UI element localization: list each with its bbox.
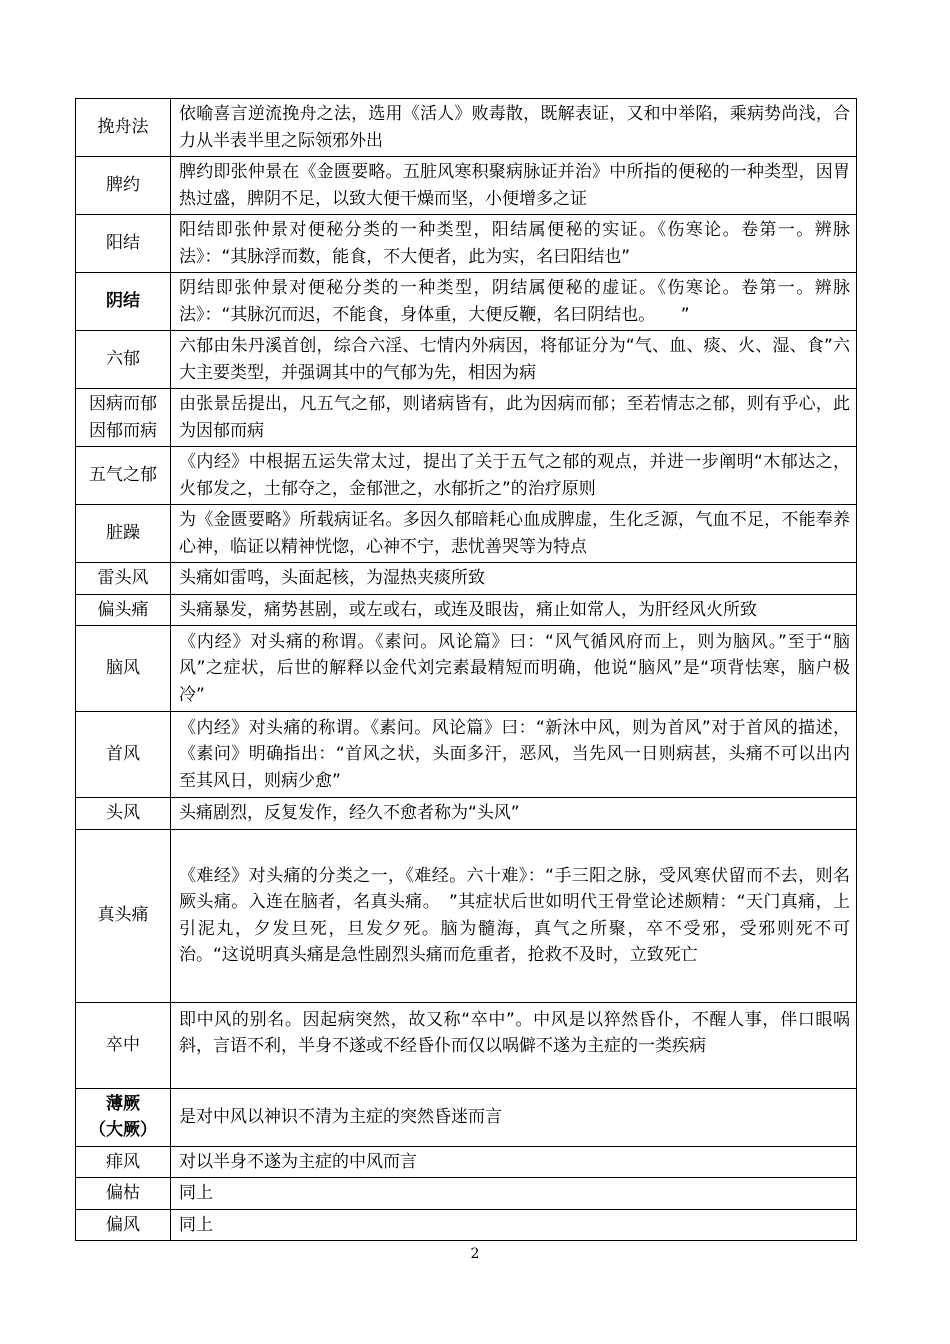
definition-cell: 依喻喜言逆流挽舟之法，选用《活人》败毒散，既解表证，又和中举陷，乘病势尚浅，合力从半表半里之际领邪外出: [171, 99, 857, 157]
terms-table-body: [76, 99, 857, 1241]
table-row: [76, 273, 857, 331]
table-row: [76, 1178, 857, 1210]
definition-cell: 对以半身不遂为主症的中风而言: [171, 1146, 857, 1178]
definition-cell: 《内经》对头痛的称谓。《素问。风论篇》曰：“风气循风府而上，则为脑风。”至于“脑风”之症状，后世的解释以金代刘完素最精短而明确，他说“脑风”是“项背怯寒，脑户极冷”: [171, 626, 857, 712]
table-row: [76, 1088, 857, 1146]
table-row: [76, 563, 857, 595]
term-cell: 薄厥 （大厥）: [76, 1088, 171, 1146]
definition-cell: 《内经》中根据五运失常太过，提出了关于五气之郁的观点，并进一步阐明“木郁达之，火郁发之，土郁夺之，金郁泄之，水郁折之”的治疗原则: [171, 447, 857, 505]
table-row: [76, 331, 857, 389]
table-row: [76, 215, 857, 273]
term-cell: 五气之郁: [76, 447, 171, 505]
definition-cell: 头痛暴发，痛势甚剧，或左或右，或连及眼齿，痛止如常人，为肝经风火所致: [171, 594, 857, 626]
table-row: [76, 1146, 857, 1178]
definition-cell: 阴结即张仲景对便秘分类的一种类型，阴结属便秘的虚证。《伤寒论。卷第一。辨脉法》：“其脉沉而迟，不能食，身体重，大便反鞭，名曰阴结也。 ”: [171, 273, 857, 331]
definition-cell: 同上: [171, 1178, 857, 1210]
term-cell: 阳结: [76, 215, 171, 273]
term-cell: 六郁: [76, 331, 171, 389]
definition-cell: 脾约即张仲景在《金匮要略。五脏风寒积聚病脉证并治》中所指的便秘的一种类型，因胃热过盛，脾阴不足，以致大便干燥而坚，小便增多之证: [171, 157, 857, 215]
definition-cell: 《内经》对头痛的称谓。《素问。风论篇》曰：“新沐中风，则为首风”对于首风的描述，《素问》明确指出：“首风之状，头面多汗，恶风，当先风一日则病甚，头痛不可以出内至其风日，则病少愈”: [171, 712, 857, 798]
table-row: [76, 505, 857, 563]
table-row: [76, 1002, 857, 1088]
definition-cell: 为《金匮要略》所载病证名。多因久郁暗耗心血成脾虚，生化乏源，气血不足，不能奉养心神，临证以精神恍惚，心神不宁，悲忧善哭等为特点: [171, 505, 857, 563]
term-cell: 阴结: [76, 273, 171, 331]
term-cell: 脑风: [76, 626, 171, 712]
definition-cell: 六郁由朱丹溪首创，综合六淫、七情内外病因，将郁证分为“气、血、痰、火、湿、食”六大主要类型，并强调其中的气郁为先，相因为病: [171, 331, 857, 389]
definition-cell: 头痛剧烈，反复发作，经久不愈者称为“头风”: [171, 798, 857, 830]
term-cell: 因病而郁 因郁而病: [76, 389, 171, 447]
table-row: [76, 1209, 857, 1241]
definition-cell: 是对中风以神识不清为主症的突然昏迷而言: [171, 1088, 857, 1146]
table-row: [76, 829, 857, 1002]
term-cell: 痱风: [76, 1146, 171, 1178]
table-row: [76, 389, 857, 447]
definition-cell: 头痛如雷鸣，头面起核，为湿热夹痰所致: [171, 563, 857, 595]
table-row: [76, 626, 857, 712]
definition-cell: 同上: [171, 1209, 857, 1241]
table-row: [76, 594, 857, 626]
term-cell: 雷头风: [76, 563, 171, 595]
term-cell: 脏躁: [76, 505, 171, 563]
term-cell: 卒中: [76, 1002, 171, 1088]
definition-cell: 由张景岳提出，凡五气之郁，则诸病皆有，此为因病而郁；至若情志之郁，则有乎心，此为因郁而病: [171, 389, 857, 447]
term-cell: 真头痛: [76, 829, 171, 1002]
definition-cell: 即中风的别名。因起病突然，故又称“卒中”。中风是以猝然昏仆，不醒人事，伴口眼㖞斜，言语不利，半身不遂或不经昏仆而仅以㖞僻不遂为主症的一类疾病: [171, 1002, 857, 1088]
term-cell: 偏枯: [76, 1178, 171, 1210]
table-row: [76, 798, 857, 830]
term-cell: 偏头痛: [76, 594, 171, 626]
table-row: [76, 157, 857, 215]
term-cell: 偏风: [76, 1209, 171, 1241]
term-cell: 脾约: [76, 157, 171, 215]
definition-cell: 阳结即张仲景对便秘分类的一种类型，阳结属便秘的实证。《伤寒论。卷第一。辨脉法》：“其脉浮而数，能食，不大便者，此为实，名曰阳结也”: [171, 215, 857, 273]
term-cell: 挽舟法: [76, 99, 171, 157]
definition-cell: 《难经》对头痛的分类之一，《难经。六十难》：“手三阳之脉，受风寒伏留而不去，则名厥头痛。入连在脑者，名真头痛。 ”其症状后世如明代王骨堂论述颇精：“天门真痛，上引泥丸，夕发旦死，旦发夕死。脑为髓海，真气之所聚，卒不受邪，受邪则死不可治。“这说明真头痛是急性剧烈头痛而危重者，抢救不及时，立致死亡: [171, 829, 857, 1002]
table-row: [76, 99, 857, 157]
terms-table: [75, 98, 857, 1241]
table-row: [76, 447, 857, 505]
term-cell: 首风: [76, 712, 171, 798]
table-row: [76, 712, 857, 798]
term-cell: 头风: [76, 798, 171, 830]
page-number: 2: [470, 1246, 480, 1262]
